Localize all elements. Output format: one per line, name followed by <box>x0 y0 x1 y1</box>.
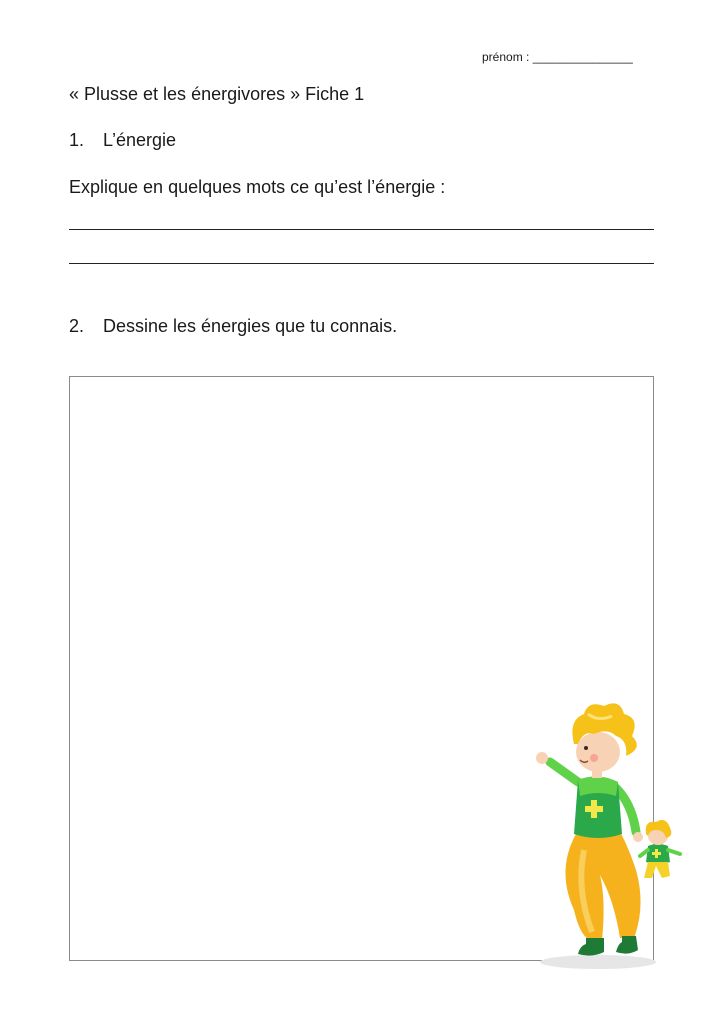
answer-line-1[interactable] <box>69 229 654 230</box>
question-2-heading <box>69 316 397 337</box>
question-1-heading <box>69 130 176 151</box>
cartoon-boy-with-doll-icon <box>528 700 698 980</box>
answer-line-2[interactable] <box>69 263 654 264</box>
worksheet-title: « Plusse et les énergivores » Fiche 1 <box>69 84 365 104</box>
question-2-number: 2. <box>69 316 85 336</box>
name-field-label: prénom : _______________ <box>482 50 633 64</box>
question-1-text: L’énergie <box>103 130 177 150</box>
question-1-number: 1. <box>69 130 85 150</box>
question-2-text: Dessine les énergies que tu connais. <box>103 316 398 336</box>
question-1-prompt: Explique en quelques mots ce qu’est l’énergie : <box>69 177 446 197</box>
